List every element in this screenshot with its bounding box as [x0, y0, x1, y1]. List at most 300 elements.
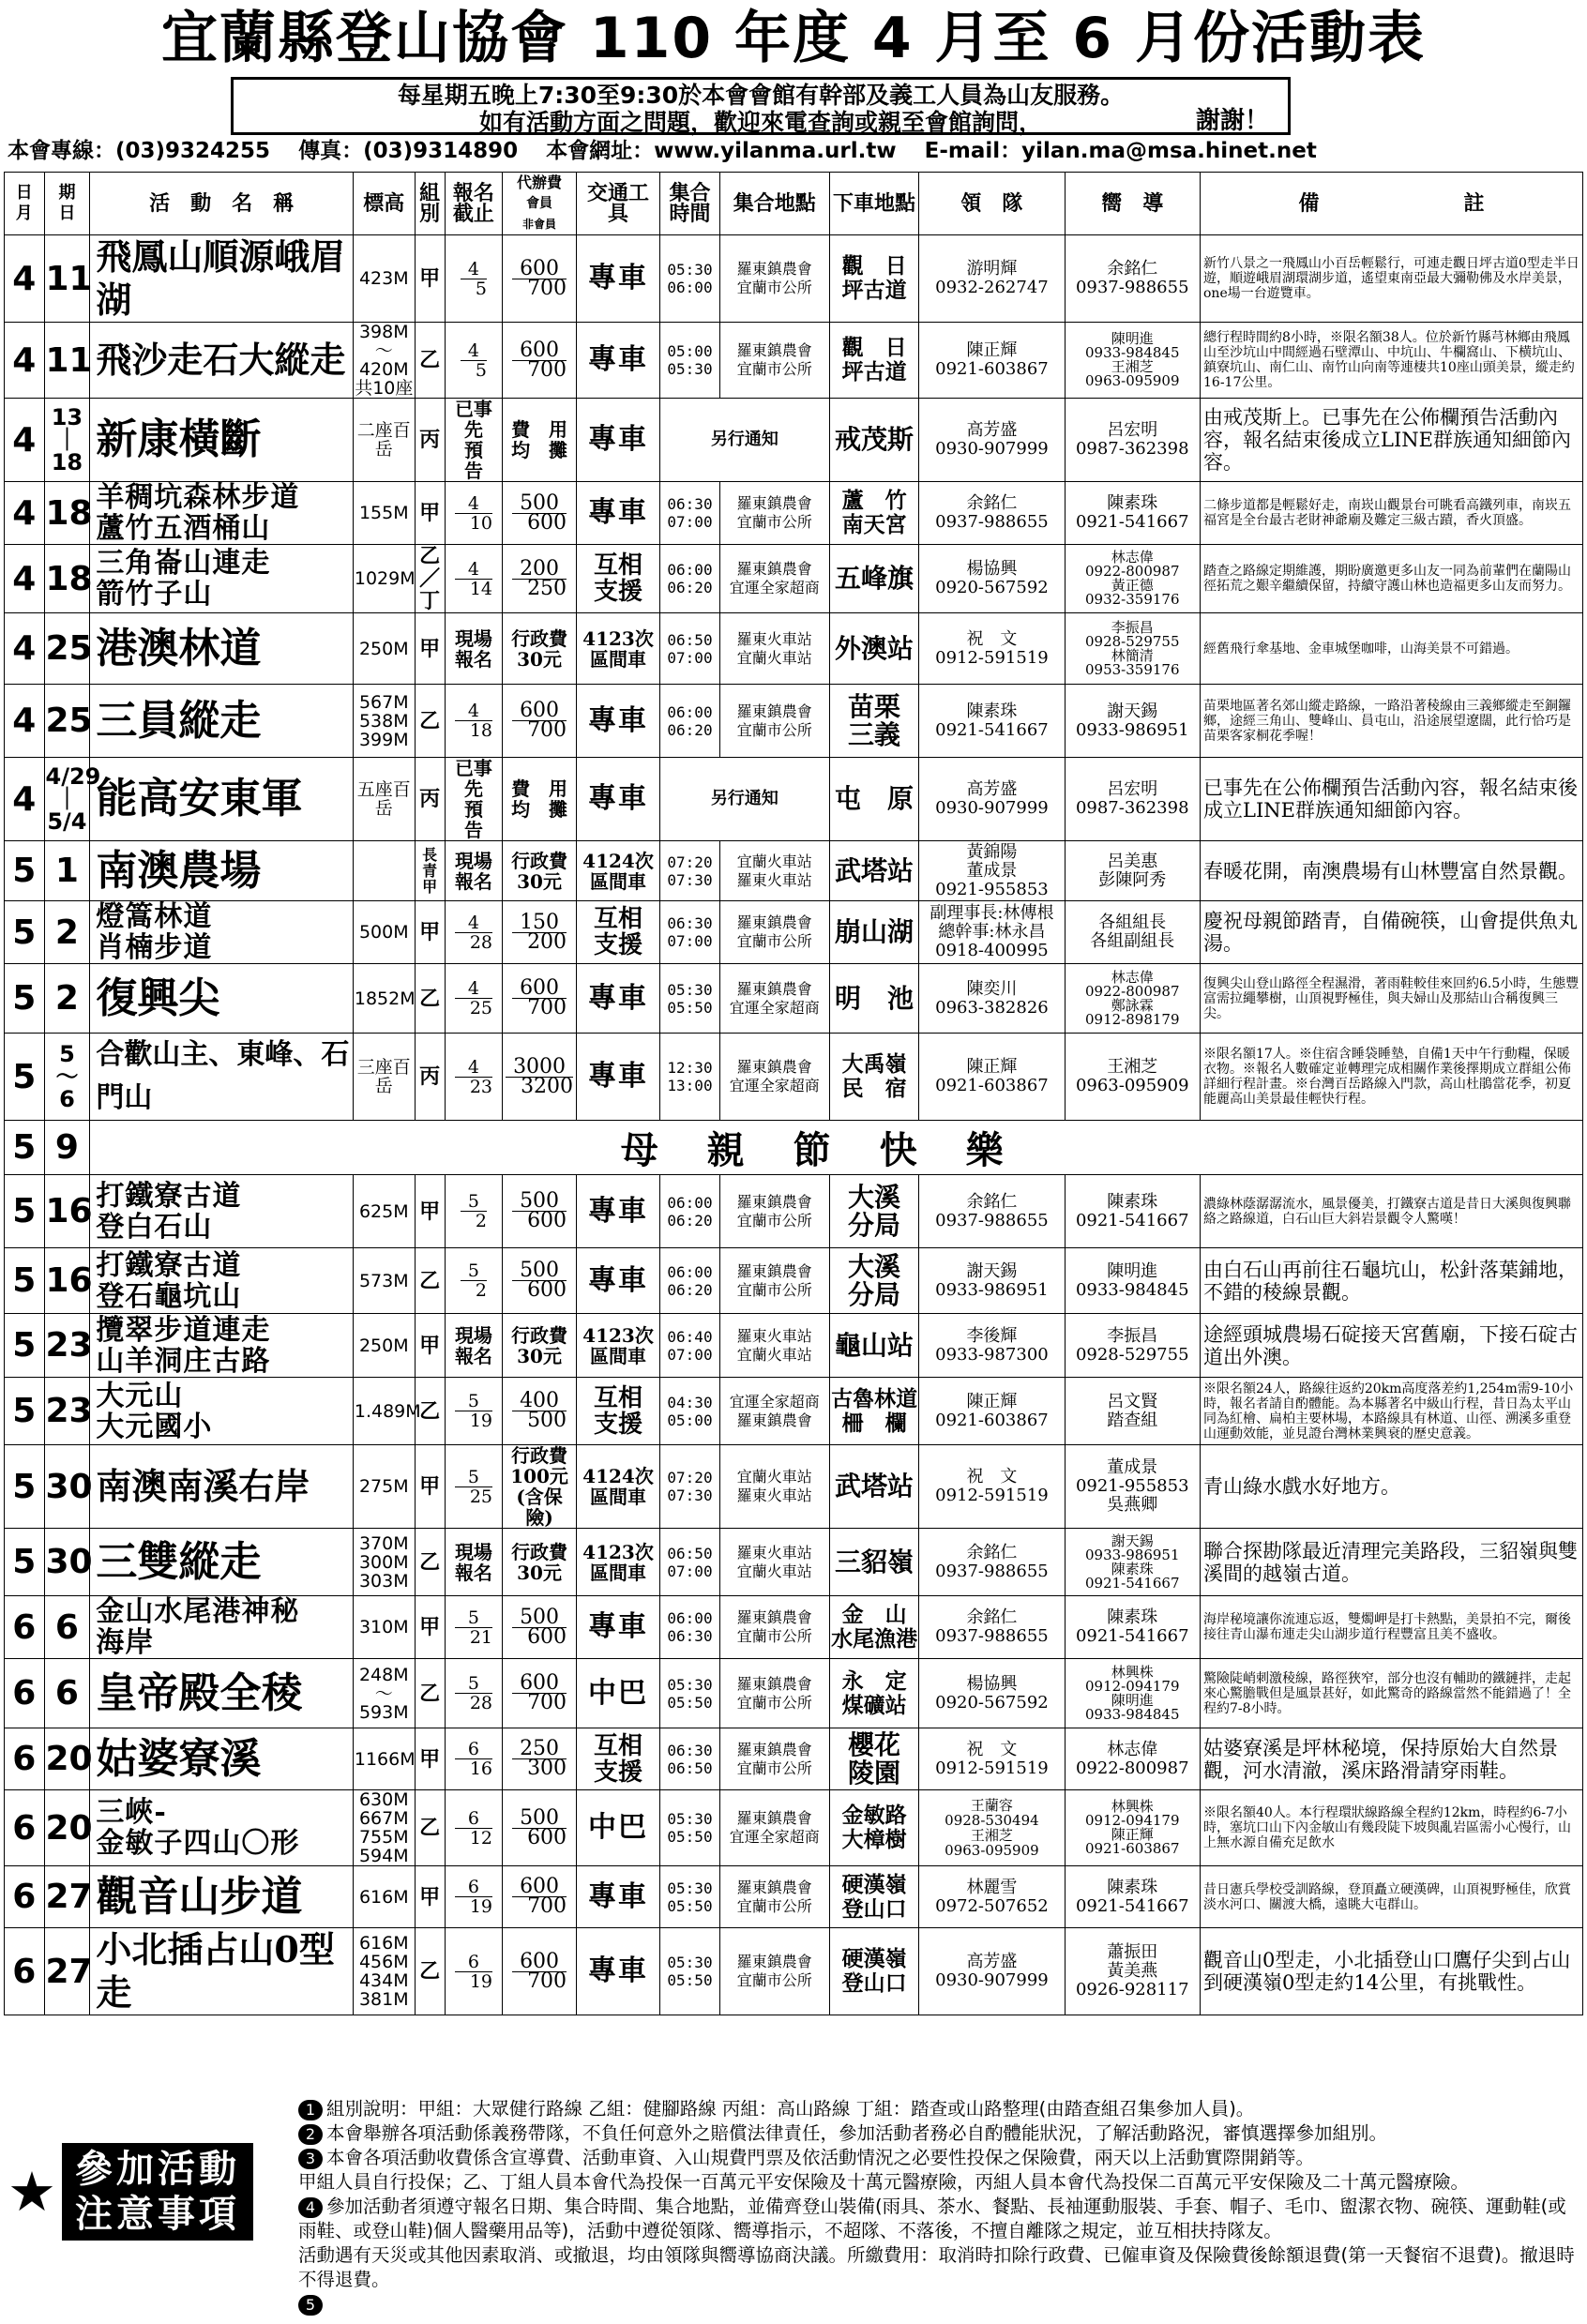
fee — [503, 1928, 577, 2015]
activity-name: 打鐵寮古道 登白石山 — [90, 1175, 354, 1248]
remark: ※限名額17人。※住宿含睡袋睡墊，自備1天中午行動糧，保暖衣物。※報名人數確定並轉理完成相關作業後擇期成立群組公佈詳細行程計畫。※台灣百岳路線入門款，高山杜鵑當花季，初夏能麗高山美景最佳輕快行程。 — [1201, 1034, 1583, 1121]
day-cell: 16 — [44, 1175, 90, 1248]
day-cell: 30 — [44, 1445, 90, 1529]
elevation: 1852M — [353, 964, 415, 1034]
deadline-month: 5 — [455, 1608, 492, 1628]
activity-name: 三峽- 金敏子四山〇形 — [90, 1790, 354, 1866]
month-cell: 4 — [5, 613, 45, 685]
deadline-fraction — [455, 979, 492, 1018]
leader: 余銘仁 0937-988655 — [919, 482, 1065, 545]
footer-note — [298, 2195, 1583, 2292]
guide: 李振昌 0928-529755 林簡清 0953-359176 — [1065, 613, 1201, 685]
fee — [503, 841, 577, 901]
drop-point: 屯 原 — [829, 758, 919, 841]
meet-place: 羅東鎮農會 宜蘭市公所 — [719, 1866, 829, 1928]
day-cell: 20 — [44, 1728, 90, 1790]
remark: 聯合探勘隊最近清理完美路段，三貂嶺與雙溪間的越嶺古道。 — [1201, 1529, 1583, 1596]
month-cell: 4 — [5, 323, 45, 399]
month-cell: 5 — [5, 1121, 45, 1175]
fee-nonmember: 500 — [527, 1409, 567, 1432]
activity-name: 南澳農場 — [90, 841, 354, 901]
schedule-row — [5, 1121, 1583, 1175]
schedule-row — [5, 1529, 1583, 1596]
transport: 互相 支援 — [576, 901, 659, 964]
remark: 慶祝母親節踏青，自備碗筷，山會提供魚丸湯。 — [1201, 901, 1583, 964]
fee — [503, 482, 577, 545]
remark: 由戒茂斯上。已事先在公佈欄預告活動內容，報名結束後成立LINE群族通知細節內容。 — [1201, 399, 1583, 482]
elevation: 630M 667M 755M 594M — [353, 1790, 415, 1866]
day-cell: 2 — [44, 901, 90, 964]
fee-fraction — [512, 976, 567, 1019]
day-cell: 16 — [44, 1248, 90, 1314]
guide: 陳素珠 0921-541667 — [1065, 1596, 1201, 1659]
guide: 陳素珠 0921-541667 — [1065, 1175, 1201, 1248]
month-cell: 6 — [5, 1596, 45, 1659]
fee-nonmember: 700 — [527, 1894, 567, 1918]
deadline-fraction — [455, 913, 492, 952]
fee — [503, 964, 577, 1034]
month-cell: 5 — [5, 1034, 45, 1121]
meet-time: 05:30 05:50 — [660, 1866, 720, 1928]
schedule-row — [5, 1596, 1583, 1659]
meet-time: 07:20 07:30 — [660, 841, 720, 901]
elevation: 275M — [353, 1445, 415, 1529]
deadline — [445, 841, 503, 901]
group: 甲 — [415, 1728, 445, 1790]
guide: 林志偉 0922-800987 鄭詠霖 0912-898179 — [1065, 964, 1201, 1034]
deadline-day: 28 — [469, 1693, 493, 1713]
activity-name: 港澳林道 — [90, 613, 354, 685]
drop-point: 崩山湖 — [829, 901, 919, 964]
meet-place: 羅東鎮農會 宜運全家超商 — [719, 1034, 829, 1121]
month-cell: 5 — [5, 1314, 45, 1378]
activity-name: 燈篙林道 肖楠步道 — [90, 901, 354, 964]
col-note: 備 註 — [1201, 173, 1583, 235]
activity-name: 能高安東軍 — [90, 758, 354, 841]
activity-name: 復興尖 — [90, 964, 354, 1034]
fee-text: 行政費 30元 — [511, 1540, 568, 1584]
note-number: 1 — [298, 2100, 323, 2120]
fee — [503, 1659, 577, 1728]
deadline-day: 19 — [469, 1970, 493, 1992]
note-number: 3 — [298, 2149, 323, 2169]
deadline-text: 現場 報名 — [454, 1540, 492, 1584]
transport: 中巴 — [576, 1659, 659, 1728]
col-group: 組別 — [415, 173, 445, 235]
deadline-day: 12 — [469, 1827, 493, 1849]
activity-name: 皇帝殿全稜 — [90, 1659, 354, 1728]
month-cell: 5 — [5, 1445, 45, 1529]
fee-fraction — [512, 1737, 567, 1780]
day-cell: 11 — [44, 235, 90, 323]
leader: 余銘仁 0937-988655 — [919, 1529, 1065, 1596]
schedule-row — [5, 545, 1583, 613]
guide: 呂宏明 0987-362398 — [1065, 399, 1201, 482]
group: 丙 — [415, 1034, 445, 1121]
deadline — [445, 901, 503, 964]
month-cell: 6 — [5, 1790, 45, 1866]
leader: 游明輝 0932-262747 — [919, 235, 1065, 323]
transport: 4123次 區間車 — [576, 1314, 659, 1378]
fee-member: 600 — [512, 1878, 567, 1897]
remark: 新竹八景之一飛鳳山小百岳輕鬆行，可連走觀日坪古道0型走半日遊，順遊峨眉湖環湖步道，遙望東南亞最大彌勒佛及水岸美景，one場一台遊覽車。 — [1201, 235, 1583, 323]
day-cell: 11 — [44, 323, 90, 399]
group: 丙 — [415, 399, 445, 482]
schedule-row — [5, 1790, 1583, 1866]
fee — [503, 758, 577, 841]
fee-fraction — [512, 910, 567, 954]
remark: 濃綠林蔭潺潺流水，風景優美，打鐵寮古道是昔日大溪與復興聯絡之路線道，白石山巨大斜岩景觀令人驚嘆！ — [1201, 1175, 1583, 1248]
deadline-month: 5 — [461, 1192, 487, 1212]
meet-place: 羅東鎮農會 宜蘭市公所 — [719, 1175, 829, 1248]
time-text: 另行通知 — [660, 758, 830, 841]
deadline-text: 現場 報名 — [454, 849, 492, 893]
day-cell: 27 — [44, 1866, 90, 1928]
fee — [503, 1866, 577, 1928]
month-cell: 5 — [5, 1248, 45, 1314]
meet-place: 羅東鎮農會 宜蘭市公所 — [719, 323, 829, 399]
fee-text: 費 用 均 攤 — [511, 418, 568, 461]
fee-fraction — [512, 256, 567, 300]
meet-time: 06:00 06:30 — [660, 1596, 720, 1659]
deadline-day: 19 — [469, 1411, 493, 1431]
group: 甲 — [415, 1445, 445, 1529]
deadline-month: 6 — [455, 1809, 492, 1829]
col-elev: 標高 — [353, 173, 415, 235]
drop-point: 武塔站 — [829, 1445, 919, 1529]
fee — [503, 1596, 577, 1659]
leader: 黃錦陽 董成景 0921-955853 — [919, 841, 1065, 901]
group: 甲 — [415, 613, 445, 685]
fee — [503, 901, 577, 964]
elevation: 1029M — [353, 545, 415, 613]
activity-name: 攬翠步道連走 山羊洞庄古路 — [90, 1314, 354, 1378]
col-place: 集合地點 — [719, 173, 829, 235]
elevation: 155M — [353, 482, 415, 545]
day-cell: 2 — [44, 964, 90, 1034]
notice-line-2: 如有活動方面之問題，歡迎來電查詢或親至會館詢問， — [478, 109, 1042, 136]
fee-member: 600 — [512, 1953, 567, 1972]
drop-point: 金敏路 大樟樹 — [829, 1790, 919, 1866]
day-cell: 25 — [44, 685, 90, 758]
leader: 陳正輝 0921-603867 — [919, 1378, 1065, 1445]
transport: 專車 — [576, 323, 659, 399]
deadline-month: 4 — [461, 260, 487, 279]
elevation: 500M — [353, 901, 415, 964]
footer — [0, 2093, 1587, 2324]
meet-time: 06:30 07:00 — [660, 901, 720, 964]
deadline-month: 4 — [461, 341, 487, 361]
elevation: 625M — [353, 1175, 415, 1248]
fee-text: 行政費 30元 — [511, 626, 568, 671]
drop-point: 武塔站 — [829, 841, 919, 901]
deadline-day: 18 — [469, 720, 493, 741]
transport: 專車 — [576, 685, 659, 758]
meet-time: 05:30 05:50 — [660, 1659, 720, 1728]
fee-text: 費 用 均 攤 — [511, 777, 568, 821]
col-time: 集合時間 — [660, 173, 720, 235]
transport: 4123次 區間車 — [576, 1529, 659, 1596]
transport: 中巴 — [576, 1790, 659, 1866]
deadline-month: 4 — [455, 560, 492, 580]
day-cell: 6 — [44, 1596, 90, 1659]
drop-point: 大溪 分局 — [829, 1175, 919, 1248]
activity-name: 三角崙山連走 箭竹子山 — [90, 545, 354, 613]
drop-point: 大溪 分局 — [829, 1248, 919, 1314]
elevation: 398M ～ 420M 共10座 — [355, 322, 414, 399]
transport: 4124次 區間車 — [576, 1445, 659, 1529]
guide: 林志偉 0922-800987 — [1065, 1728, 1201, 1790]
fee-fraction — [512, 1261, 567, 1300]
deadline-month: 5 — [455, 1674, 492, 1694]
day-cell: 5 ～ 6 — [44, 1034, 90, 1121]
col-day: 期 日 — [44, 173, 90, 235]
meet-time: 06:00 06:20 — [660, 1175, 720, 1248]
elevation: 1166M — [353, 1728, 415, 1790]
drop-point: 觀 日 坪古道 — [829, 235, 919, 323]
group: 乙 — [415, 1248, 445, 1314]
meet-time: 06:00 06:20 — [660, 545, 720, 613]
deadline — [445, 235, 503, 323]
transport: 互相 支援 — [576, 1378, 659, 1445]
deadline-fraction — [455, 1740, 492, 1778]
elevation: 250M — [353, 1314, 415, 1378]
fee-fraction — [512, 1189, 567, 1232]
leader: 王蘭容 0928-530494 王湘芝 0963-095909 — [919, 1790, 1065, 1866]
group: 甲 — [415, 1866, 445, 1928]
col-guide: 嚮 導 — [1065, 173, 1201, 235]
meet-time: 12:30 13:00 — [660, 1034, 720, 1121]
group: 丙 — [415, 758, 445, 841]
fee-fraction — [512, 556, 567, 600]
guide: 陳素珠 0921-541667 — [1065, 1866, 1201, 1928]
note-number: 5 — [298, 2295, 323, 2316]
deadline-day: 21 — [469, 1626, 493, 1648]
deadline-text: 已事先 預 告 — [454, 398, 492, 482]
leader: 陳素珠 0921-541667 — [919, 685, 1065, 758]
leader: 陳奕川 0963-382826 — [919, 964, 1065, 1034]
col-drop: 下車地點 — [829, 173, 919, 235]
leader: 祝 文 0912-591519 — [919, 613, 1065, 685]
drop-point: 三貂嶺 — [829, 1529, 919, 1596]
schedule-row — [5, 1175, 1583, 1248]
transport: 專車 — [576, 1596, 659, 1659]
meet-time: 05:30 06:00 — [660, 235, 720, 323]
fax: 傳真：(03)9314890 — [298, 139, 519, 163]
leader: 林麗雪 0972-507652 — [919, 1866, 1065, 1928]
elevation: 423M — [353, 235, 415, 323]
note-number: 2 — [298, 2124, 323, 2145]
meet-place: 羅東鎮農會 宜蘭市公所 — [719, 685, 829, 758]
fee — [503, 1248, 577, 1314]
fee — [503, 1034, 577, 1121]
meet-time: 06:30 07:00 — [660, 482, 720, 545]
remark: 總行程時間約8小時，※限名額38人。位於新竹縣芎林鄉由飛鳳山至沙坑山中間經過石壁潭山、中坑山、牛欄窩山、下横坑山、鎮寮坑山、南仁山、南竹山向南等連棲共10座山頭美景，縱走約16-17公里。 — [1201, 323, 1583, 399]
note-text: 組別說明：甲組：大眾健行路線 乙組：健腳路線 丙組：高山路線 丁組：踏查或山路整理(由踏查組召集參加人員)。 — [326, 2098, 1255, 2120]
deadline-day: 5 — [475, 278, 487, 299]
guide: 林興株 0912-094179 陳正輝 0921-603867 — [1065, 1790, 1201, 1866]
deadline-fraction — [455, 1468, 492, 1506]
meet-time: 05:00 05:30 — [660, 323, 720, 399]
remark: 途經頭城農場石碇接天宮舊廟，下接石碇古道出外澳。 — [1201, 1314, 1583, 1378]
deadline — [445, 964, 503, 1034]
leader: 祝 文 0912-591519 — [919, 1445, 1065, 1529]
guide: 蕭振田 黃美燕 0926-928117 — [1065, 1928, 1201, 2015]
remark: 青山綠水戲水好地方。 — [1201, 1445, 1583, 1529]
schedule-row — [5, 758, 1583, 841]
schedule-row — [5, 235, 1583, 323]
schedule-row — [5, 1445, 1583, 1529]
fee-nonmember: 600 — [527, 1825, 567, 1849]
deadline-fraction — [461, 1192, 487, 1230]
deadline — [445, 545, 503, 613]
guide: 董成景 0921-955853 吳燕卿 — [1065, 1445, 1201, 1529]
transport: 專車 — [576, 1866, 659, 1928]
badge-title: 參加活動 注意事項 — [62, 2143, 253, 2241]
month-cell: 5 — [5, 1529, 45, 1596]
meet-place: 羅東鎮農會 宜蘭市公所 — [719, 1928, 829, 2015]
elevation: 五座百岳 — [353, 758, 415, 841]
fee — [503, 235, 577, 323]
deadline — [445, 685, 503, 758]
elevation: 1.489M — [353, 1378, 415, 1445]
guide: 呂美惠 彭陳阿秀 — [1065, 841, 1201, 901]
schedule-row — [5, 1866, 1583, 1928]
month-cell: 5 — [5, 964, 45, 1034]
leader: 陳正輝 0921-603867 — [919, 323, 1065, 399]
fee-member: 500 — [512, 1608, 567, 1628]
fee-fraction — [512, 1389, 567, 1432]
deadline-fraction — [455, 1809, 492, 1848]
leader: 余銘仁 0937-988655 — [919, 1596, 1065, 1659]
fee-member: 600 — [512, 341, 567, 361]
meet-time: 04:30 05:00 — [660, 1378, 720, 1445]
group: 乙 — [415, 685, 445, 758]
day-cell: 18 — [44, 545, 90, 613]
deadline-fraction — [461, 341, 487, 380]
meet-time: 05:30 05:50 — [660, 1790, 720, 1866]
fee-member: 500 — [512, 1261, 567, 1281]
month-cell: 5 — [5, 1378, 45, 1445]
col-month: 日 月 — [5, 173, 45, 235]
group: 乙 — [415, 964, 445, 1034]
website: 本會網址：www.yilanma.url.tw — [546, 139, 897, 163]
activity-name: 打鐵寮古道 登石龜坑山 — [90, 1248, 354, 1314]
day-cell: 9 — [44, 1121, 90, 1175]
deadline-month: 4 — [455, 913, 492, 933]
deadline-day: 23 — [469, 1076, 493, 1097]
col-fee: 代辦費 會員 非會員 — [503, 173, 577, 235]
deadline — [445, 1928, 503, 2015]
fee-nonmember: 3200 — [521, 1074, 574, 1098]
fee-member: 200 — [512, 560, 567, 580]
deadline-text: 現場 報名 — [454, 1323, 492, 1367]
deadline — [445, 1445, 503, 1529]
fee-nonmember: 600 — [527, 1624, 567, 1649]
activity-name: 大元山 大元國小 — [90, 1378, 354, 1445]
deadline-month: 4 — [455, 1058, 492, 1078]
activity-name: 三員縱走 — [90, 685, 354, 758]
deadline-month: 6 — [455, 1953, 492, 1972]
guide: 各組組長 各組副組長 — [1065, 901, 1201, 964]
email: E-mail：yilan.ma@msa.hinet.net — [924, 139, 1317, 163]
activity-name: 飛沙走石大縱走 — [90, 323, 354, 399]
activity-name: 三雙縱走 — [90, 1529, 354, 1596]
month-cell: 4 — [5, 235, 45, 323]
drop-point: 蘆 竹 南天宮 — [829, 482, 919, 545]
elevation — [353, 841, 415, 901]
fee-member: 500 — [512, 494, 567, 514]
transport: 專車 — [576, 1248, 659, 1314]
col-leader: 領 隊 — [919, 173, 1065, 235]
deadline-month: 5 — [461, 1261, 487, 1281]
guide: 陳素珠 0921-541667 — [1065, 482, 1201, 545]
elevation: 616M — [353, 1866, 415, 1928]
group: 甲 — [415, 1314, 445, 1378]
deadline-month: 6 — [455, 1878, 492, 1897]
drop-point: 明 池 — [829, 964, 919, 1034]
remark: 春暖花開，南澳農場有山林豐富自然景觀。 — [1201, 841, 1583, 901]
col-deadline: 報名截止 — [445, 173, 503, 235]
leader: 副理事長:林傳根 總幹事:林永昌 0918-400995 — [919, 901, 1065, 964]
deadline — [445, 1378, 503, 1445]
deadline — [445, 323, 503, 399]
guide: 林興株 0912-094179 陳明進 0933-984845 — [1065, 1659, 1201, 1728]
fee-nonmember: 600 — [527, 1209, 567, 1232]
deadline-day: 5 — [475, 359, 487, 381]
meet-time: 06:50 07:00 — [660, 613, 720, 685]
deadline-fraction — [455, 1878, 492, 1916]
remark: 驚險陡峭刺激稜線，路徑狹窄，部分也沒有輔助的鐵鏈拌，走起來心驚膽戰但是風景甚好，如此驚奇的路線當然不能錯過了！全程約7-8小時。 — [1201, 1659, 1583, 1728]
fee-nonmember: 700 — [527, 718, 567, 742]
group: 乙 — [415, 1378, 445, 1445]
group: 乙 ／ 丁 — [415, 545, 445, 613]
deadline-month: 5 — [455, 1468, 492, 1487]
notice-badge — [8, 2140, 289, 2243]
fee-nonmember: 200 — [527, 929, 567, 954]
deadline-fraction — [455, 1953, 492, 1991]
leader: 楊協興 0920-567592 — [919, 1659, 1065, 1728]
remark: 踏查之路線定期維護，期盼廣邀更多山友一同為前輩們在蘭陽山徑拓荒之艱辛繼續保留，持續守護山林也造福更多山友而努力。 — [1201, 545, 1583, 613]
leader: 李後輝 0933-987300 — [919, 1314, 1065, 1378]
elevation: 567M 538M 399M — [353, 685, 415, 758]
guide: 李振昌 0928-529755 — [1065, 1314, 1201, 1378]
drop-point: 外澳站 — [829, 613, 919, 685]
activity-name: 姑婆寮溪 — [90, 1728, 354, 1790]
hotline: 本會專線：(03)9324255 — [8, 139, 271, 163]
remark: 已事先在公佈欄預告活動內容，報名結束後成立LINE群族通知細節內容。 — [1201, 758, 1583, 841]
deadline-fraction — [461, 260, 487, 298]
day-cell: 6 — [44, 1659, 90, 1728]
activity-name: 金山水尾港神秘 海岸 — [90, 1596, 354, 1659]
guide: 林志偉 0922-800987 黃正德 0932-359176 — [1065, 545, 1201, 613]
footer-note — [298, 2121, 1583, 2146]
deadline — [445, 613, 503, 685]
drop-point: 大禹嶺 民 宿 — [829, 1034, 919, 1121]
elevation: 250M — [353, 613, 415, 685]
leader: 高芳盛 0930-907999 — [919, 399, 1065, 482]
group: 乙 — [415, 1659, 445, 1728]
fee-member: 600 — [512, 260, 567, 279]
meet-time: 06:40 07:00 — [660, 1314, 720, 1378]
schedule-row — [5, 1314, 1583, 1378]
note-text: 參加活動者須遵守報名日期、集合時間、集合地點，並備齊登山裝備(雨具、茶水、餐點、長袖運動服裝、手套、帽子、毛巾、盥潔衣物、碗筷、運動鞋(或雨鞋、或登山鞋)個人醫藥用品等)，活動中遵從領隊、嚮導指示，不超隊、不落後，不擅自離隊之規定，並互相扶持隊友。 活動遇有天災或其他因素取消、或撤退，均由領隊與嚮導協商決議。所繳費用：取消時扣除行政費、已僱車資及保險費後餘額退費(第一天餐宿不退費)。撤退時不得退費。 — [298, 2196, 1575, 2290]
deadline-fraction — [455, 1674, 492, 1713]
activity-name: 小北插占山0型走 — [90, 1928, 354, 2015]
transport: 互相 支援 — [576, 1728, 659, 1790]
deadline-day: 25 — [469, 998, 493, 1019]
deadline-text: 已事先 預 告 — [454, 757, 492, 841]
